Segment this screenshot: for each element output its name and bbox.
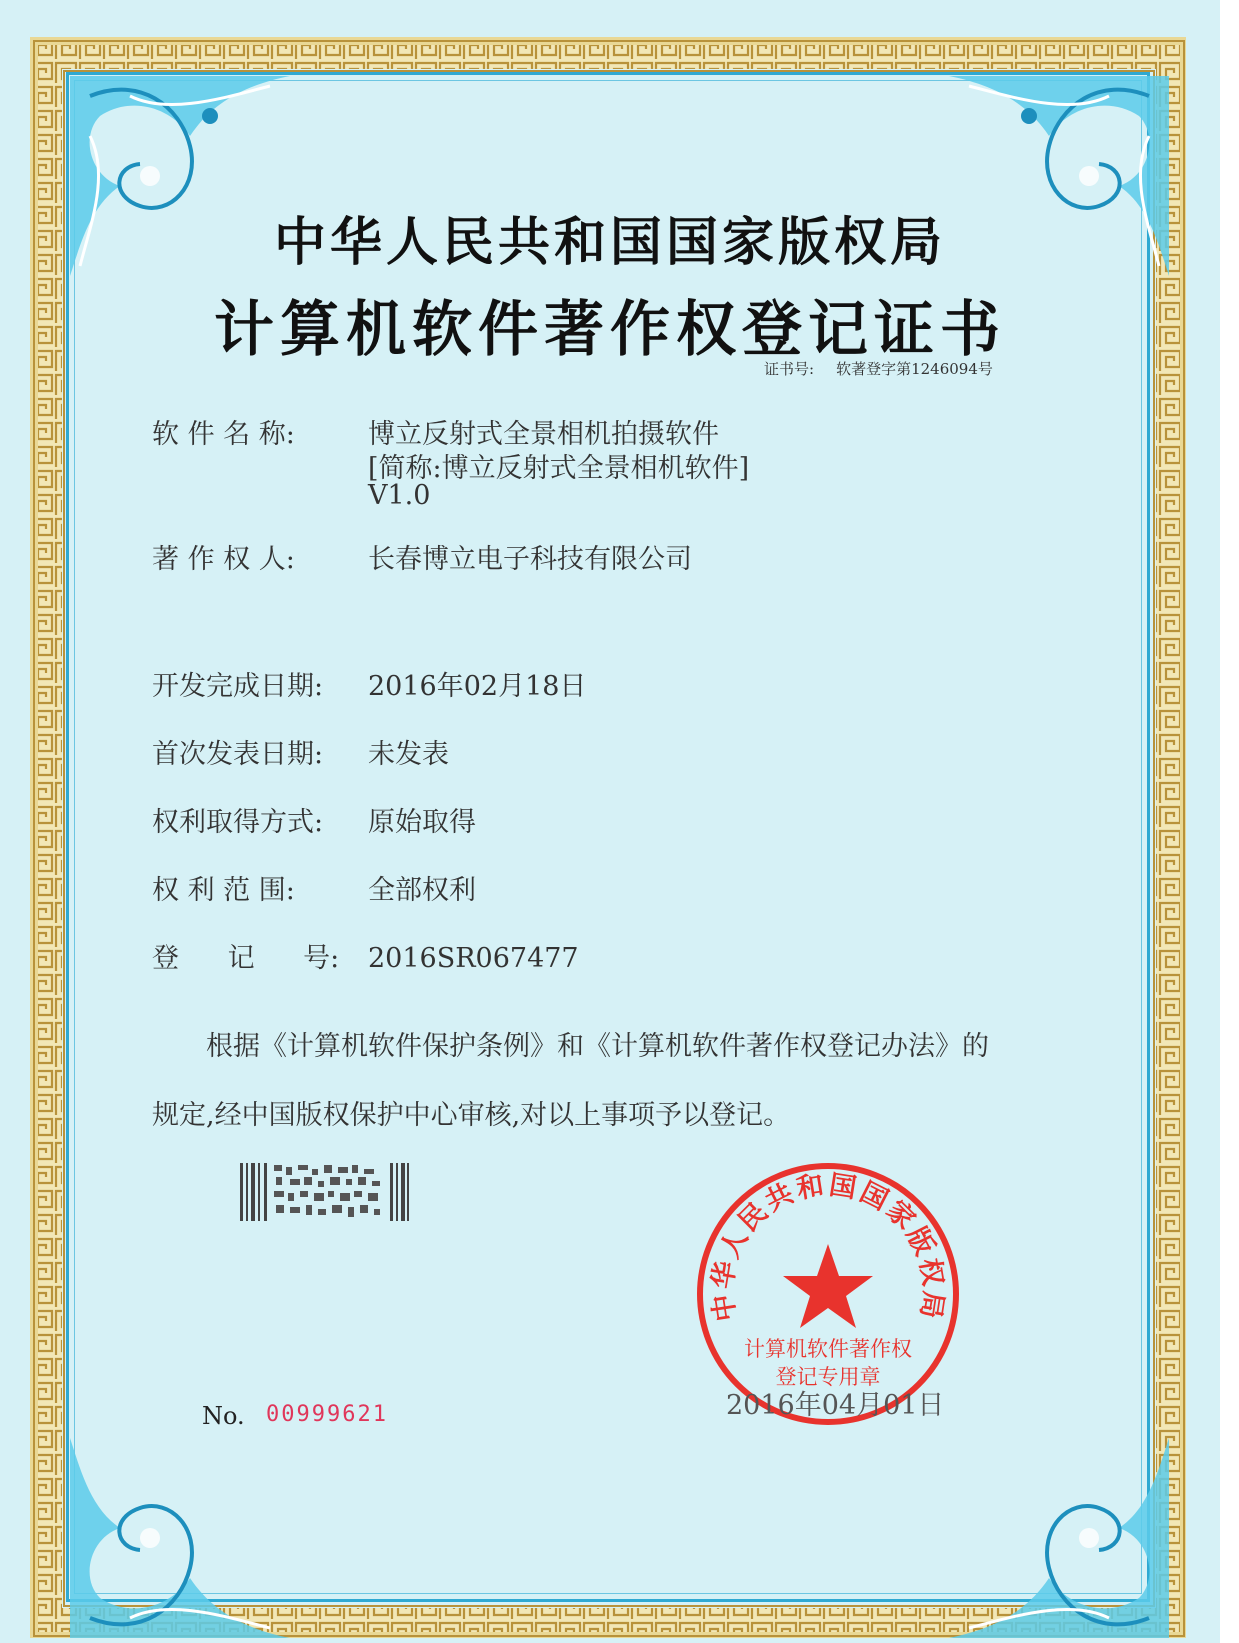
acquire-field bbox=[152, 800, 476, 839]
software-version: V1.0 bbox=[368, 480, 431, 511]
owner-value: 长春博立电子科技有限公司 bbox=[368, 544, 692, 575]
seal-inner-line-1: 计算机软件著作权 bbox=[744, 1337, 912, 1361]
publish-date-field bbox=[152, 732, 449, 771]
seal-inner-line-2: 登记专用章 bbox=[775, 1365, 881, 1389]
software-name-value: 博立反射式全景相机拍摄软件 bbox=[368, 419, 719, 450]
barcode-icon bbox=[240, 1163, 410, 1221]
authority-title: 中华人民共和国国家版权局 bbox=[273, 212, 946, 273]
reg-no-value: 2016SR067477 bbox=[368, 943, 579, 974]
serial-number-value: 00999621 bbox=[266, 1402, 388, 1427]
dev-date-field bbox=[152, 664, 586, 703]
certificate-number bbox=[764, 358, 993, 379]
scope-value: 全部权利 bbox=[368, 875, 476, 906]
reg-no-field bbox=[152, 936, 579, 975]
corner-ornament-icon bbox=[70, 1438, 290, 1638]
dev-date-value: 2016年02月18日 bbox=[368, 671, 587, 702]
owner-field bbox=[152, 537, 692, 576]
owner-label: 著 作 权 人: bbox=[152, 544, 295, 575]
reg-no-label: 登 记 号: bbox=[152, 943, 340, 974]
publish-date-value: 未发表 bbox=[368, 739, 449, 770]
scope-label: 权 利 范 围: bbox=[152, 875, 295, 906]
software-name-label: 软 件 名 称: bbox=[152, 419, 295, 450]
statement-line-2: 规定,经中国版权保护中心审核,对以上事项予以登记。 bbox=[152, 1100, 791, 1131]
issue-date: 2016年04月01日 bbox=[726, 1390, 945, 1421]
statement-line-1: 根据《计算机软件保护条例》和《计算机软件著作权登记办法》的 bbox=[206, 1031, 989, 1062]
certificate-title: 计算机软件著作权登记证书 bbox=[214, 295, 1006, 365]
acquire-value: 原始取得 bbox=[368, 807, 476, 838]
serial-number-label: No. bbox=[202, 1402, 245, 1430]
certificate-number-label: 证书号: bbox=[764, 360, 815, 378]
scope-field bbox=[152, 868, 476, 907]
corner-ornament-icon bbox=[949, 1438, 1169, 1638]
dev-date-label: 开发完成日期: bbox=[152, 671, 324, 702]
publish-date-label: 首次发表日期: bbox=[152, 739, 324, 770]
software-short-name: [简称:博立反射式全景相机软件] bbox=[368, 453, 750, 484]
acquire-label: 权利取得方式: bbox=[152, 807, 324, 838]
certificate-number-value: 软著登字第1246094号 bbox=[836, 360, 993, 378]
seal-ring-text: 中华人民共和国国家版权局 bbox=[707, 1169, 949, 1324]
